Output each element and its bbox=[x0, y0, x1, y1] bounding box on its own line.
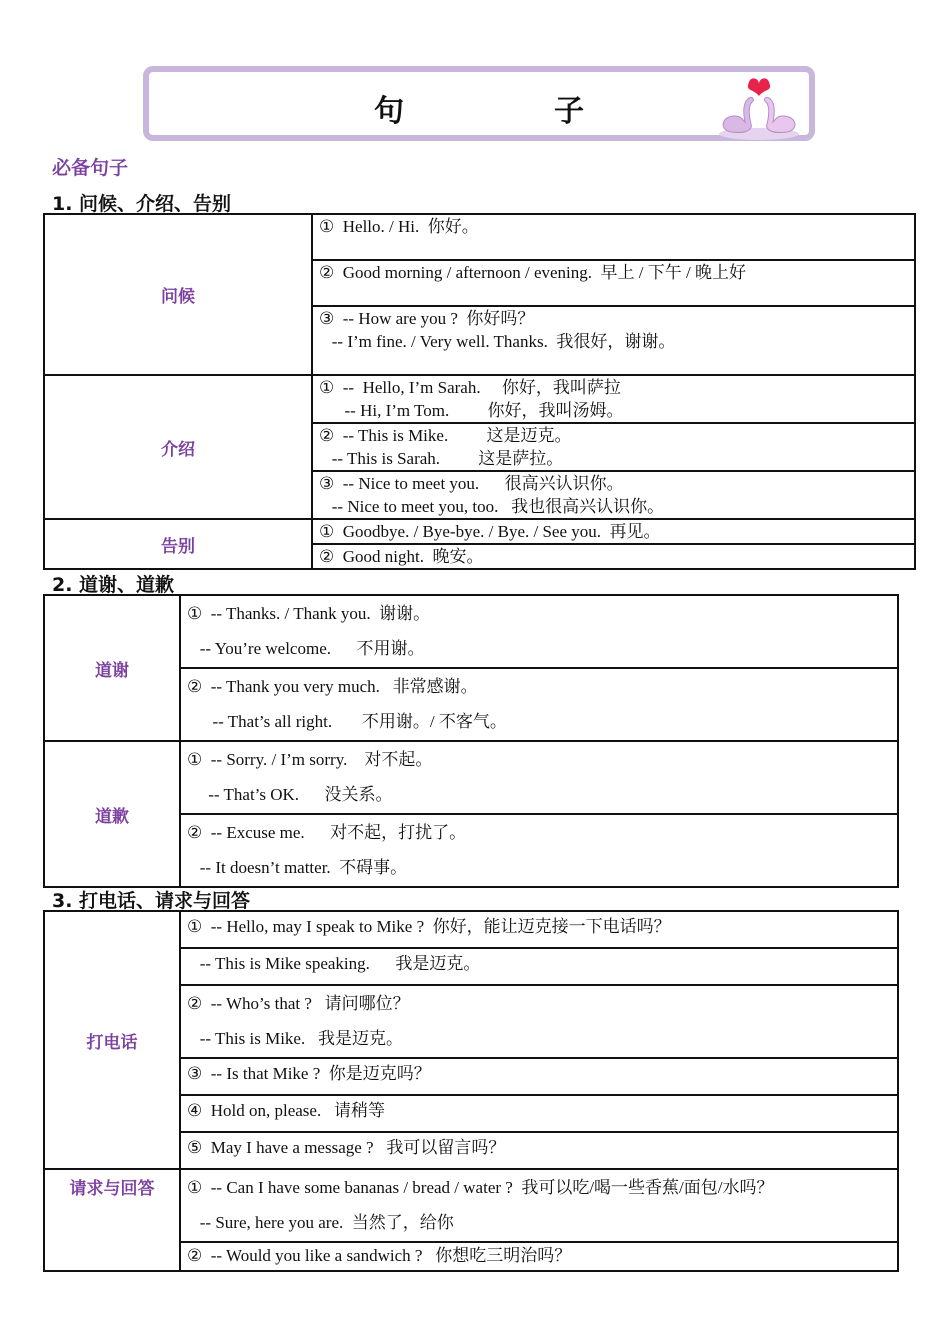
sentence-cell bbox=[312, 544, 915, 569]
sentence-cell bbox=[180, 911, 898, 948]
section-heading-3: 3. 打电话、请求与回答 bbox=[52, 890, 251, 912]
sentence-cell bbox=[312, 214, 915, 260]
sentence-cell bbox=[312, 375, 915, 423]
sentence-cell bbox=[180, 985, 898, 1058]
sentence-line: -- That’s all right. 不用谢。/ 不客气。 bbox=[187, 712, 507, 731]
section-2-table bbox=[43, 594, 899, 888]
category-cell: 打电话 bbox=[44, 911, 180, 1169]
sentence-cell bbox=[312, 306, 915, 375]
sentence-line: -- Sure, here you are. 当然了，给你 bbox=[187, 1213, 454, 1232]
sentence-line: -- This is Mike speaking. 我是迈克。 bbox=[187, 954, 481, 973]
sentence-line: -- You’re welcome. 不用谢。 bbox=[187, 639, 425, 658]
sentence-line: -- I’m fine. / Very well. Thanks. 我很好，谢谢。 bbox=[319, 332, 676, 351]
sentence-line: ② -- Would you like a sandwich ? 你想吃三明治吗？ bbox=[187, 1246, 572, 1265]
sentence-line: ② Good night. 晚安。 bbox=[319, 547, 484, 566]
sentence-line: -- Nice to meet you, too. 我也很高兴认识你。 bbox=[319, 497, 665, 516]
sentence-line: ① -- Hello, may I speak to Mike ? 你好，能让迈克接一下电话吗？ bbox=[187, 917, 671, 936]
sentence-cell bbox=[312, 423, 915, 471]
sentence-line: -- That’s OK. 没关系。 bbox=[187, 785, 393, 804]
sentence-line: -- Hi, I’m Tom. 你好，我叫汤姆。 bbox=[319, 401, 624, 420]
sentence-line: ② Good morning / afternoon / evening. 早上 / 下午 / 晚上好 bbox=[319, 263, 746, 282]
swans-heart-icon bbox=[715, 74, 803, 142]
section-1-table bbox=[43, 213, 916, 570]
sentence-line: ② -- Who’s that ? 请问哪位？ bbox=[187, 994, 410, 1013]
sentence-cell bbox=[180, 814, 898, 887]
sentence-cell bbox=[180, 595, 898, 668]
sentence-cell bbox=[180, 1095, 898, 1132]
sentence-cell bbox=[180, 948, 898, 985]
page-title: 句 子 bbox=[374, 94, 644, 129]
sentence-line: ② -- This is Mike. 这是迈克。 bbox=[319, 426, 572, 445]
sentence-cell bbox=[180, 1132, 898, 1169]
sentence-line: ① Hello. / Hi. 你好。 bbox=[319, 217, 479, 236]
sentence-line: ① Goodbye. / Bye-bye. / Bye. / See you. 再见。 bbox=[319, 522, 661, 541]
sentence-cell bbox=[180, 1242, 898, 1271]
category-cell: 请求与回答 bbox=[44, 1169, 180, 1271]
section-3-table bbox=[43, 910, 899, 1272]
sentence-line: ① -- Thanks. / Thank you. 谢谢。 bbox=[187, 604, 431, 623]
sentence-cell bbox=[180, 741, 898, 814]
sentence-cell bbox=[312, 471, 915, 519]
category-cell: 介绍 bbox=[44, 375, 312, 519]
sentence-cell bbox=[312, 260, 915, 306]
sentence-line: ① -- Hello, I’m Sarah. 你好，我叫萨拉 bbox=[319, 378, 621, 397]
section-heading-1: 1. 问候、介绍、告别 bbox=[52, 193, 232, 215]
sentence-line: ③ -- Nice to meet you. 很高兴认识你。 bbox=[319, 474, 624, 493]
section-heading-2: 2. 道谢、道歉 bbox=[52, 574, 175, 596]
category-cell: 问候 bbox=[44, 214, 312, 375]
sentence-cell bbox=[180, 1058, 898, 1095]
sentence-line: ④ Hold on, please. 请稍等 bbox=[187, 1101, 385, 1120]
subtitle: 必备句子 bbox=[52, 157, 129, 179]
sentence-line: -- This is Mike. 我是迈克。 bbox=[187, 1029, 403, 1048]
category-cell: 告别 bbox=[44, 519, 312, 569]
title-banner bbox=[143, 66, 815, 141]
sentence-line: ① -- Can I have some bananas / bread / water ? 我可以吃/喝一些香蕉/面包/水吗？ bbox=[187, 1178, 774, 1197]
sentence-line: ② -- Excuse me. 对不起，打扰了。 bbox=[187, 823, 467, 842]
sentence-line: -- It doesn’t matter. 不碍事。 bbox=[187, 858, 408, 877]
sentence-cell bbox=[180, 668, 898, 741]
sentence-line: ⑤ May I have a message ? 我可以留言吗？ bbox=[187, 1138, 506, 1157]
sentence-line: ③ -- Is that Mike ? 你是迈克吗？ bbox=[187, 1064, 431, 1083]
sentence-cell bbox=[312, 519, 915, 544]
sentence-line: -- This is Sarah. 这是萨拉。 bbox=[319, 449, 564, 468]
sentence-line: ① -- Sorry. / I’m sorry. 对不起。 bbox=[187, 750, 433, 769]
sentence-cell bbox=[180, 1169, 898, 1242]
sentence-line: ③ -- How are you ? 你好吗？ bbox=[319, 309, 535, 328]
category-cell: 道歉 bbox=[44, 741, 180, 887]
sentence-line: ② -- Thank you very much. 非常感谢。 bbox=[187, 677, 478, 696]
category-cell: 道谢 bbox=[44, 595, 180, 741]
